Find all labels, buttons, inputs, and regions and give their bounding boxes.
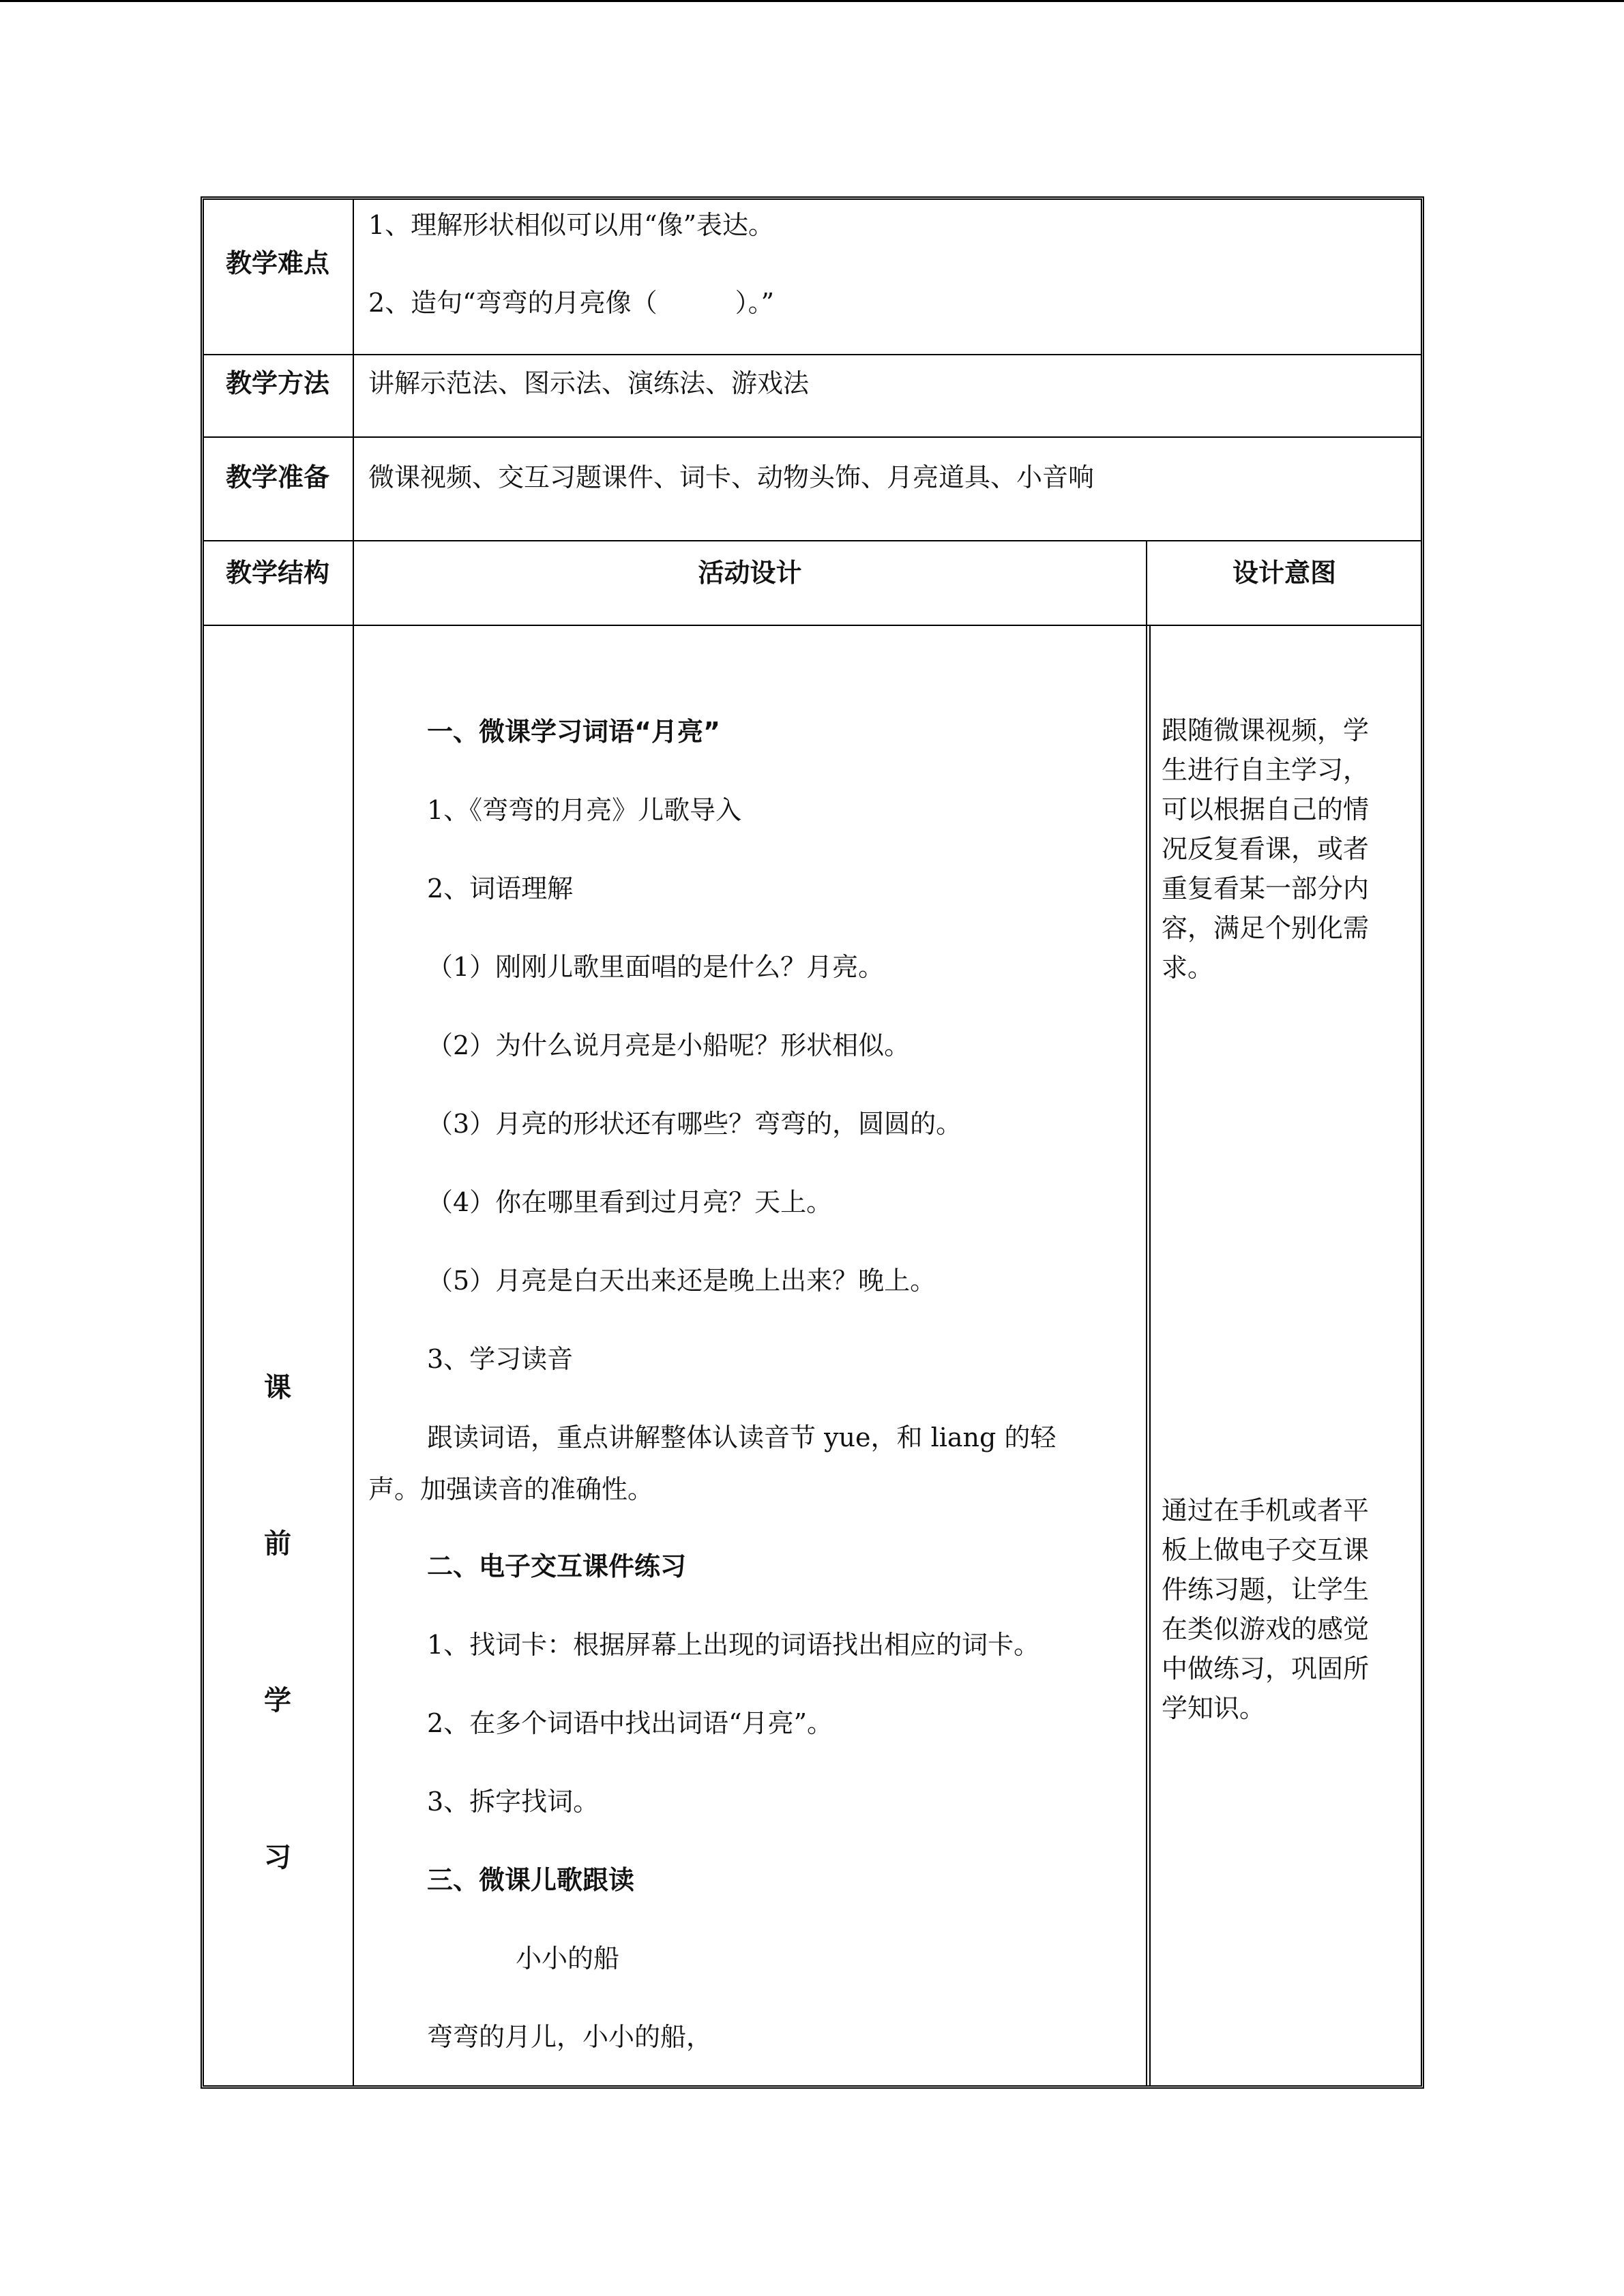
section-1-item-2: 2、词语理解 bbox=[427, 874, 574, 904]
intent-note-2 bbox=[1162, 1491, 1397, 1728]
prep-label: 教学准备 bbox=[225, 462, 329, 492]
row-divider bbox=[203, 354, 1421, 355]
intent-note-2-line: 中做练习，巩固所 bbox=[1162, 1654, 1370, 1684]
structure-char-2: 前 bbox=[264, 1528, 291, 1560]
header-intent: 设计意图 bbox=[1232, 558, 1336, 588]
question-4: （4）你在哪里看到过月亮？天上。 bbox=[427, 1187, 833, 1217]
intent-note-1-line: 况反复看课，或者 bbox=[1162, 834, 1370, 864]
row-divider bbox=[203, 540, 1421, 541]
section-2-item-2: 2、在多个词语中找出词语“月亮”。 bbox=[427, 1708, 833, 1738]
difficulty-line-1: 1、理解形状相似可以用“像”表达。 bbox=[368, 210, 775, 240]
section-2-item-1: 1、找词卡：根据屏幕上出现的词语找出相应的词卡。 bbox=[427, 1630, 1040, 1660]
structure-char-3: 学 bbox=[264, 1685, 291, 1716]
intent-note-1-line: 可以根据自己的情 bbox=[1162, 794, 1370, 824]
intent-note-2-line: 件练习题，让学生 bbox=[1162, 1575, 1370, 1605]
row-divider bbox=[203, 436, 1421, 438]
read-line-1: 跟读词语，重点讲解整体认读音节 yue，和 liang 的轻 bbox=[427, 1422, 1057, 1452]
header-activity: 活动设计 bbox=[698, 558, 802, 588]
structure-char-4: 习 bbox=[264, 1842, 291, 1873]
header-structure: 教学结构 bbox=[225, 558, 329, 588]
intent-note-1-line: 生进行自主学习， bbox=[1162, 755, 1370, 785]
method-text: 讲解示范法、图示法、演练法、游戏法 bbox=[368, 368, 810, 398]
question-5: （5）月亮是白天出来还是晚上出来？晚上。 bbox=[427, 1266, 936, 1296]
intent-note-2-line: 板上做电子交互课 bbox=[1162, 1535, 1370, 1565]
intent-note-1 bbox=[1162, 711, 1397, 987]
intent-note-1-line: 跟随微课视频，学 bbox=[1162, 715, 1370, 745]
method-label: 教学方法 bbox=[225, 368, 329, 398]
intent-note-1-line: 重复看某一部分内 bbox=[1162, 874, 1370, 904]
intent-note-1-line: 求。 bbox=[1162, 953, 1214, 983]
intent-note-2-line: 在类似游戏的感觉 bbox=[1162, 1614, 1370, 1644]
difficulty-line-2: 2、造句“弯弯的月亮像（ ）。” bbox=[368, 288, 775, 318]
poem-line-1: 弯弯的月儿，小小的船， bbox=[427, 2022, 713, 2052]
section-2-item-3: 3、拆字找词。 bbox=[427, 1787, 600, 1817]
intent-note-2-line: 学知识。 bbox=[1162, 1693, 1266, 1723]
prep-text: 微课视频、交互习题课件、词卡、动物头饰、月亮道具、小音响 bbox=[368, 462, 1095, 492]
question-3: （3）月亮的形状还有哪些？弯弯的，圆圆的。 bbox=[427, 1109, 962, 1139]
intent-note-1-line: 容，满足个别化需 bbox=[1162, 913, 1370, 943]
structure-char-1: 课 bbox=[264, 1372, 291, 1403]
section-1-item-1: 1、《弯弯的月亮》儿歌导入 bbox=[427, 795, 742, 825]
difficulty-label: 教学难点 bbox=[225, 248, 329, 278]
section-3-title: 三、微课儿歌跟读 bbox=[427, 1865, 635, 1895]
row-divider bbox=[203, 625, 1421, 626]
section-2-title: 二、电子交互课件练习 bbox=[427, 1551, 687, 1581]
intent-note-2-line: 通过在手机或者平 bbox=[1162, 1495, 1370, 1525]
question-2: （2）为什么说月亮是小船呢？形状相似。 bbox=[427, 1030, 911, 1060]
section-1-item-3: 3、学习读音 bbox=[427, 1344, 574, 1374]
col-divider bbox=[1149, 626, 1151, 2086]
poem-title: 小小的船 bbox=[516, 1943, 620, 1973]
col-divider bbox=[353, 199, 354, 2086]
question-1: （1）刚刚儿歌里面唱的是什么？月亮。 bbox=[427, 952, 885, 982]
col-divider bbox=[1146, 541, 1147, 2086]
read-line-2: 声。加强读音的准确性。 bbox=[368, 1474, 654, 1504]
section-1-title: 一、微课学习词语“月亮” bbox=[427, 717, 720, 747]
